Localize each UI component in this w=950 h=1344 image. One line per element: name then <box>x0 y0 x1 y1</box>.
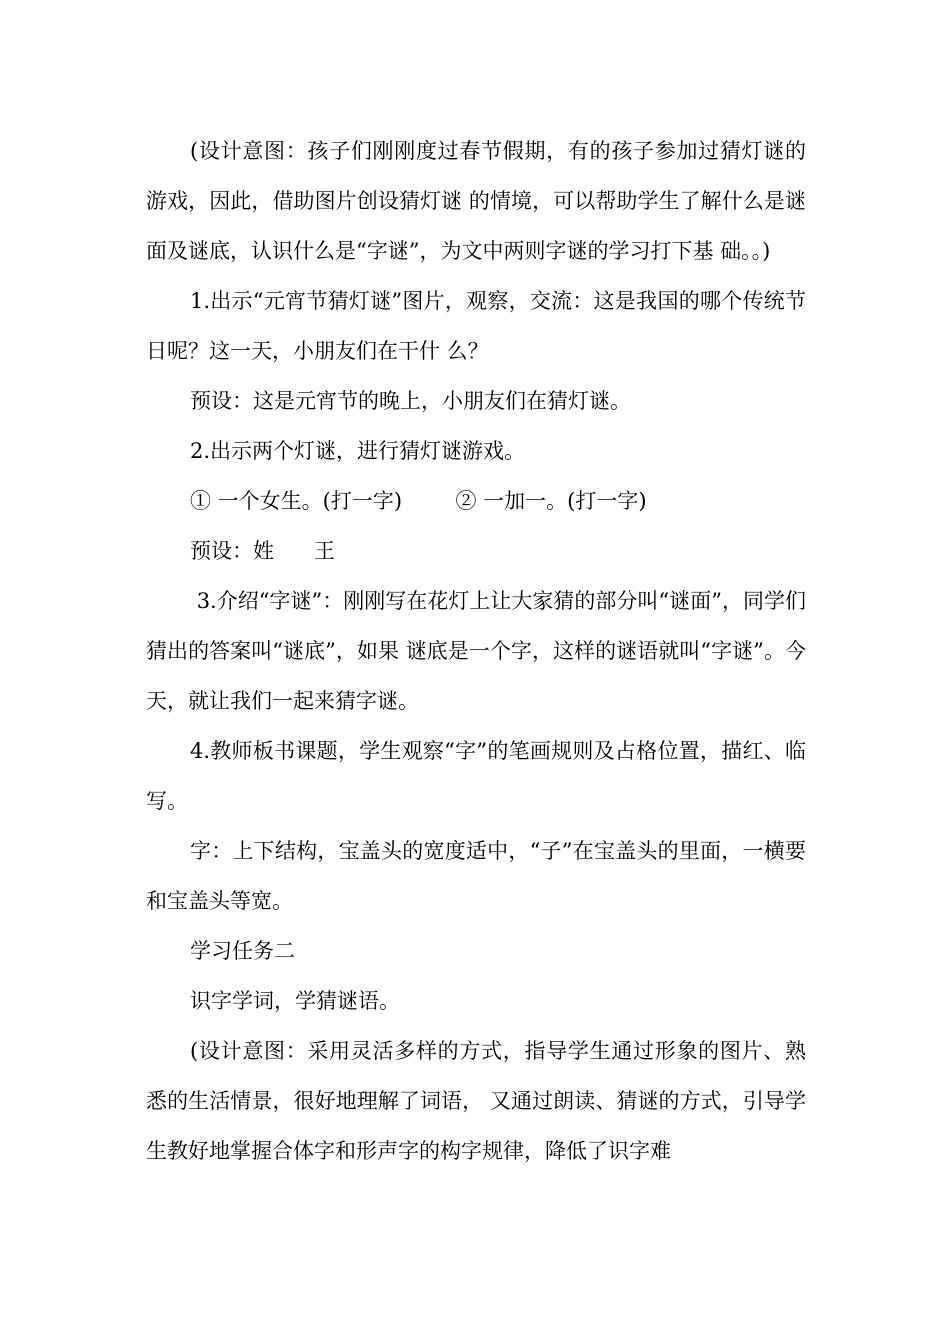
preset-answer-1: 预设：这是元宵节的晚上，小朋友们在猜灯谜。 <box>190 389 631 413</box>
step-2-paragraph: 2.出示两个灯谜，进行猜灯谜游戏。 <box>190 439 526 463</box>
design-intent-paragraph-2: (设计意图：采用灵活多样的方式，指导学生通过形象的图片、熟悉的生活情景，很好地理解了词语， 又通过朗读、猜谜的方式，引导学生教好地掌握合体字和形声字的构字规律，降低了识字难 <box>146 1039 806 1163</box>
task-2-subtitle: 识字学词，学猜谜语。 <box>190 989 400 1013</box>
step-3-paragraph: 3.介绍“字谜”：刚刚写在花灯上让大家猜的部分叫“谜面”，同学们猜出的答案叫“谜底”，如果 谜底是一个字，这样的谜语就叫“字谜”。今天，就让我们一起来猜字谜。 <box>146 589 806 713</box>
character-note-paragraph: 字：上下结构，宝盖头的宽度适中，“子”在宝盖头的里面，一横要和宝盖头等宽。 <box>146 839 806 913</box>
document-page <box>146 126 806 1176</box>
design-intent-paragraph-1: (设计意图：孩子们刚刚度过春节假期，有的孩子参加过猜灯谜的游戏，因此，借助图片创设猜灯谜 的情境，可以帮助学生了解什么是谜面及谜底，认识什么是“字谜”，为文中两则字谜的学习打下基 础。。) <box>146 139 806 263</box>
step-4-paragraph: 4.教师板书课题，学生观察“字”的笔画规则及占格位置，描红、临写。 <box>146 739 806 813</box>
riddles-line: ① 一个女生。(打一字) ② 一加一。(打一字) <box>190 489 647 513</box>
preset-answer-2: 预设：姓 王 <box>190 539 336 563</box>
step-1-paragraph: 1.出示“元宵节猜灯谜”图片，观察，交流：这是我国的哪个传统节日呢？这一天，小朋友们在干什 么？ <box>146 289 806 363</box>
task-2-heading: 学习任务二 <box>190 939 295 963</box>
